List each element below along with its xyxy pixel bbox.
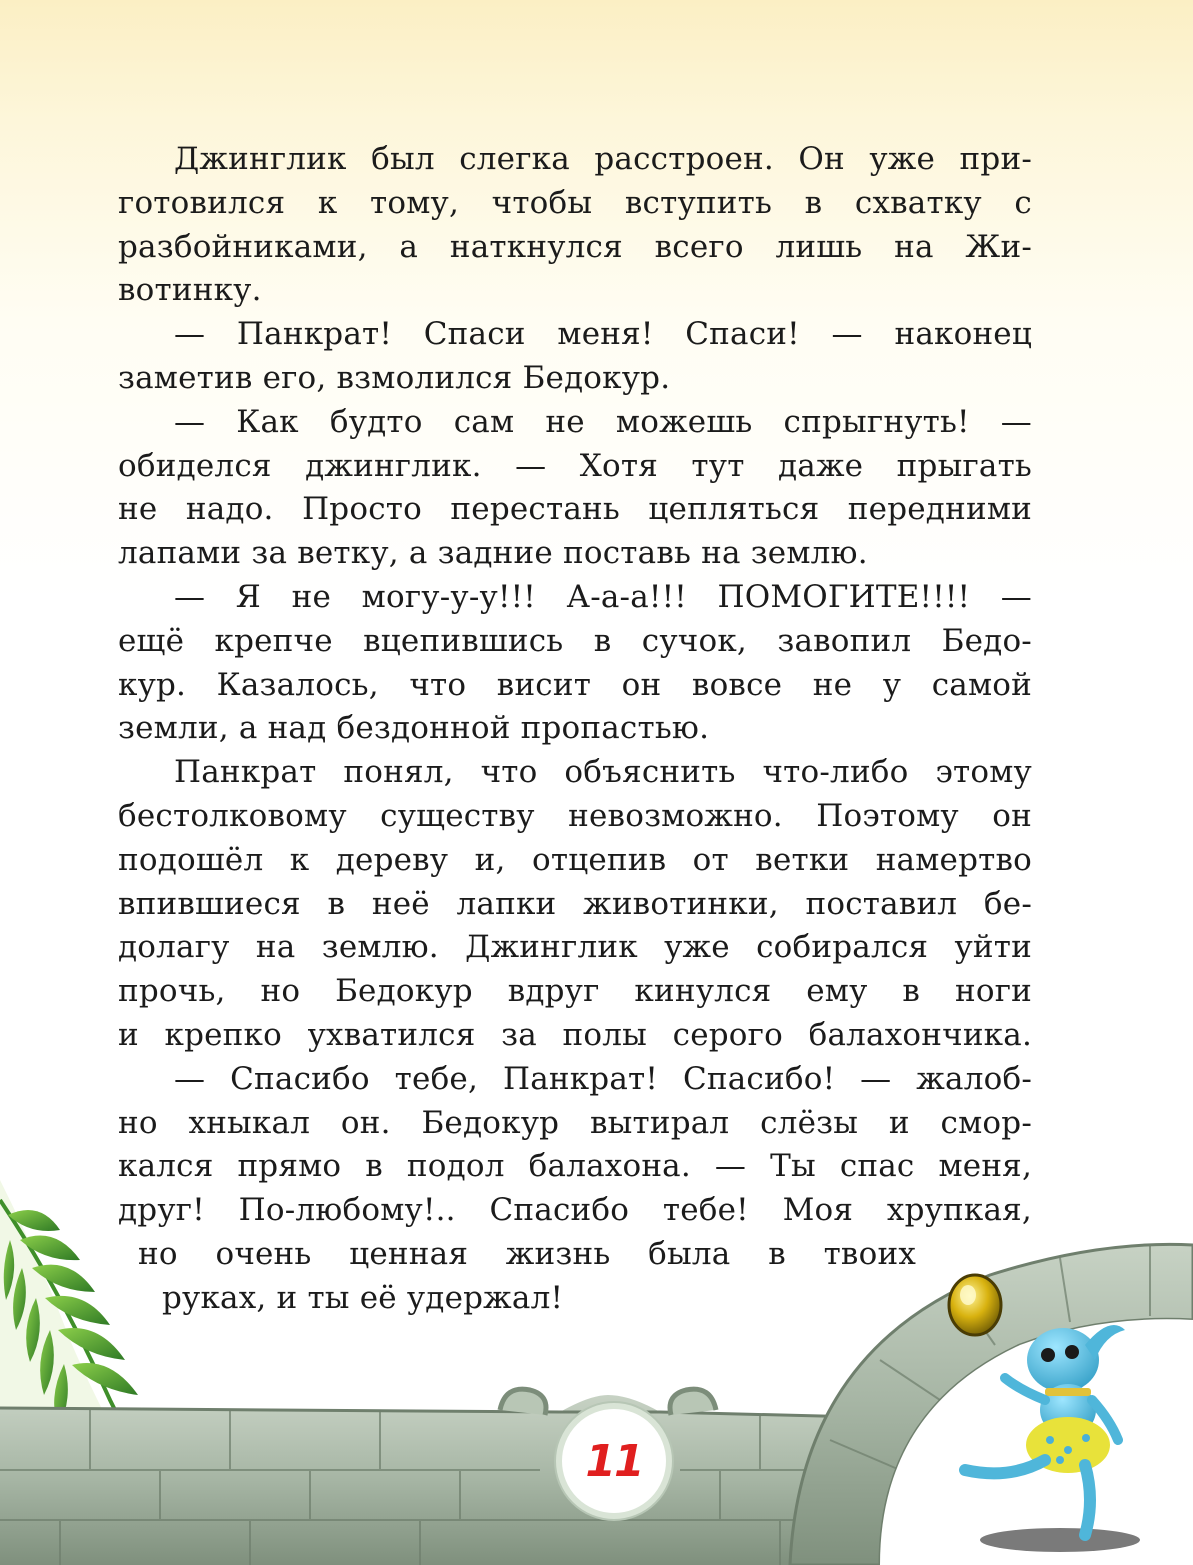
text-line: Панкрат понял, что объяснить что-либо этому <box>174 754 1032 791</box>
text-line: но хныкал он. Бедокур вытирал слёзы и смор- <box>118 1104 1032 1141</box>
text-line: но очень ценная жизнь была в твоих <box>138 1235 916 1272</box>
text-line: прочь, но Бедокур вдруг кинулся ему в ноги <box>118 973 1032 1010</box>
text-line: земли, а над бездонной пропастью. <box>118 710 710 747</box>
text-line: долагу на землю. Джинглик уже собирался уйти <box>118 929 1032 966</box>
text-line: обиделся джинглик. — Хотя тут даже прыгать <box>118 447 1032 484</box>
text-line: подошёл к дереву и, отцепив от ветки намертво <box>118 841 1032 878</box>
text-line: друг! По-любому!.. Спасибо тебе! Моя хрупкая, <box>118 1192 1032 1229</box>
text-line: руках, и ты её удержал! <box>162 1279 564 1316</box>
text-line: бестолковому существу невозможно. Поэтому он <box>118 797 1032 834</box>
text-line: кур. Казалось, что висит он вовсе не у самой <box>118 666 1032 703</box>
stone-wall <box>0 1389 900 1565</box>
text-line: заметив его, взмолился Бедокур. <box>118 359 671 396</box>
page-number-label: 11 <box>585 1435 643 1487</box>
text-line: — Спасибо тебе, Панкрат! Спасибо! — жалоб- <box>174 1060 1032 1097</box>
text-line: — Я не могу-у-у!!! А-а-а!!! ПОМОГИТЕ!!!! — <box>174 578 1032 615</box>
story-text <box>118 138 1032 1321</box>
text-line: вотинку. <box>118 272 262 309</box>
text-line: — Панкрат! Спаси меня! Спаси! — наконец <box>174 316 1032 353</box>
text-line: кался прямо в подол балахона. — Ты спас меня, <box>118 1148 1032 1185</box>
text-line: — Как будто сам не можешь спрыгнуть! — <box>174 403 1032 440</box>
text-line: не надо. Просто перестань цепляться передними <box>118 491 1032 528</box>
text-line: разбойниками, а наткнулся всего лишь на Жи- <box>118 228 1032 265</box>
text-line: впившиеся в неё лапки животинки, поставил бе- <box>118 885 1032 922</box>
text-line: лапами за ветку, а задние поставь на землю. <box>118 535 868 572</box>
text-line: ещё крепче вцепившись в сучок, завопил Бедо- <box>118 622 1032 659</box>
text-line: Джинглик был слегка расстроен. Он уже при- <box>174 141 1032 177</box>
text-line: готовился к тому, чтобы вступить в схватку с <box>118 184 1032 221</box>
page-number <box>556 1403 672 1519</box>
text-line: и крепко ухватился за полы серого балахончика. <box>118 1016 1032 1053</box>
